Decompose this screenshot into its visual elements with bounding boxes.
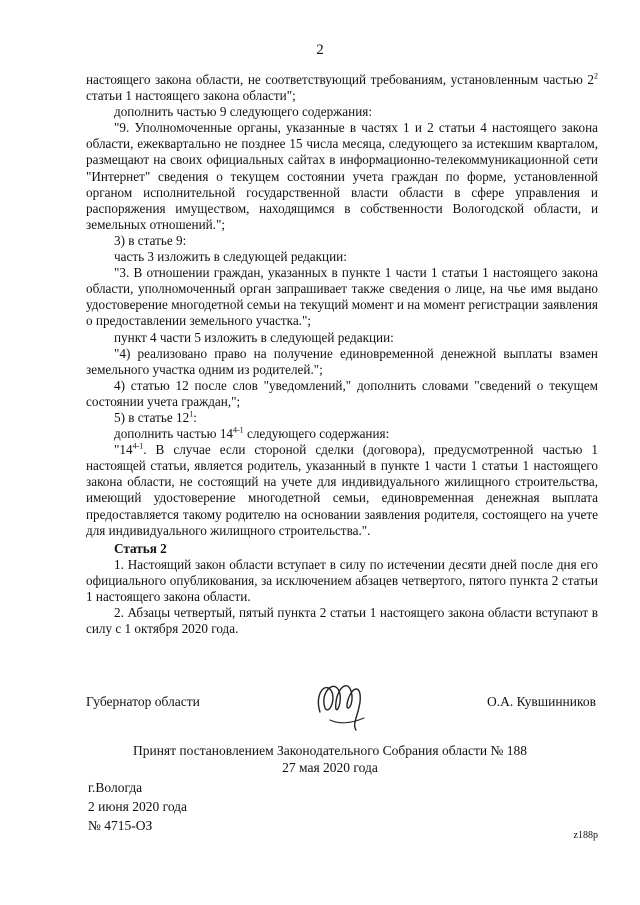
paragraph-tail: : — [193, 409, 197, 425]
paragraph-text: настоящего закона области, не соответствующий требованиям, установленным частью 2 — [86, 72, 594, 87]
paragraph-text: пункт 4 части 5 изложить в следующей редакции: — [114, 329, 394, 345]
paragraph-text: 5) в статье 12 — [114, 409, 190, 425]
paragraph — [86, 249, 598, 265]
paragraph — [86, 265, 598, 329]
paragraph-text: "14 — [114, 442, 133, 458]
article2-paragraph: 1. Настоящий закон области вступает в силу по истечении десяти дней после дня его официального опубликования, за исключением абзацев четвертого, пятого пункта 2 статьи 1 настоящего закона области. — [86, 556, 598, 604]
paragraph — [86, 72, 598, 104]
document-code: z188p — [573, 830, 598, 841]
paragraph-tail: . В случае если стороной сделки (договора), предусмотренной частью 1 настоящей статьи, является родитель, указанный в пункте 1 части 1 статьи 1 настоящего закона области, не состоящий на учете для индивидуального жилищного строительства, имеющий удостоверение многодетной семьи, единовременная денежная выплата предоставляется такому родителю на основании заявления родителя, состоящего на учете для индивидуального жилищного строительства.". — [86, 442, 598, 538]
paragraph-text: "3. В отношении граждан, указанных в пункте 1 части 1 статьи 1 настоящего закона области, уполномоченный орган запрашивает также сведения о лице, на чье имя выдано удостоверение многодетной семьи на текущий момент и на момент регистрации заявления о предоставлении земельного участка."; — [86, 265, 598, 329]
article1-text — [86, 72, 598, 539]
city: г.Вологда — [88, 780, 143, 795]
paragraph — [86, 233, 598, 249]
document-body — [86, 72, 598, 637]
article2-paragraph: 2. Абзацы четвертый, пятый пункта 2 статьи 1 настоящего закона области вступают в силу с 1 октября 2020 года. — [86, 605, 598, 637]
paragraph — [86, 378, 598, 410]
handwritten-signature — [312, 674, 370, 734]
adoption-date: 27 мая 2020 года — [282, 760, 378, 775]
paragraph-text: 4) статью 12 после слов "уведомлений," дополнить словами "сведений о текущем состоянии учета граждан,"; — [86, 377, 598, 409]
paragraph-tail: статьи 1 настоящего закона области"; — [86, 88, 296, 104]
paragraph — [86, 104, 598, 120]
article2-heading: Статья 2 — [114, 540, 167, 556]
paragraph-tail: следующего содержания: — [243, 426, 390, 442]
paragraph-text: 3) в статье 9: — [114, 232, 187, 248]
paragraph-text: часть 3 изложить в следующей редакции: — [114, 249, 347, 265]
paragraph — [86, 410, 598, 426]
sign-date: 2 июня 2020 года — [88, 799, 188, 814]
paragraph — [86, 442, 598, 539]
paragraph — [86, 330, 598, 346]
paragraph — [86, 426, 598, 442]
governor-name: О.А. Кувшинников — [486, 694, 596, 709]
paragraph — [86, 120, 598, 233]
place-block — [88, 778, 187, 835]
page-number: 2 — [316, 42, 324, 58]
paragraph — [86, 346, 598, 378]
paragraph-text: дополнить частью 14 — [114, 426, 234, 442]
adoption-note — [0, 742, 640, 776]
paragraph-text: дополнить частью 9 следующего содержания: — [114, 104, 372, 120]
adoption-line: Принят постановлением Законодательного Собрания области № 188 — [132, 743, 528, 758]
paragraph-text: "4) реализовано право на получение единовременной денежной выплаты взамен земельного участка одним из родителей."; — [86, 345, 598, 377]
superscript: 1 — [189, 409, 194, 419]
superscript: 4-1 — [233, 425, 244, 435]
paragraph-text: "9. Уполномоченные органы, указанные в частях 1 и 2 статьи 4 настоящего закона области, ежеквартально не позднее 15 числа месяца, следующего за истекшим кварталом, размещают на своих официальных сайтах в информационно-телекоммуникационной сети "Интернет" сведения о текущем состоянии учета граждан по форме, установленной органом исполнительной государственной власти области в сфере управления и распоряжения имуществом, находящимся в собственности Вологодской области, и земельных отношений."; — [86, 120, 598, 232]
governor-title: Губернатор области — [86, 694, 200, 709]
superscript: 4-1 — [132, 441, 144, 451]
superscript: 2 — [594, 71, 598, 81]
law-number: № 4715-ОЗ — [88, 818, 153, 833]
